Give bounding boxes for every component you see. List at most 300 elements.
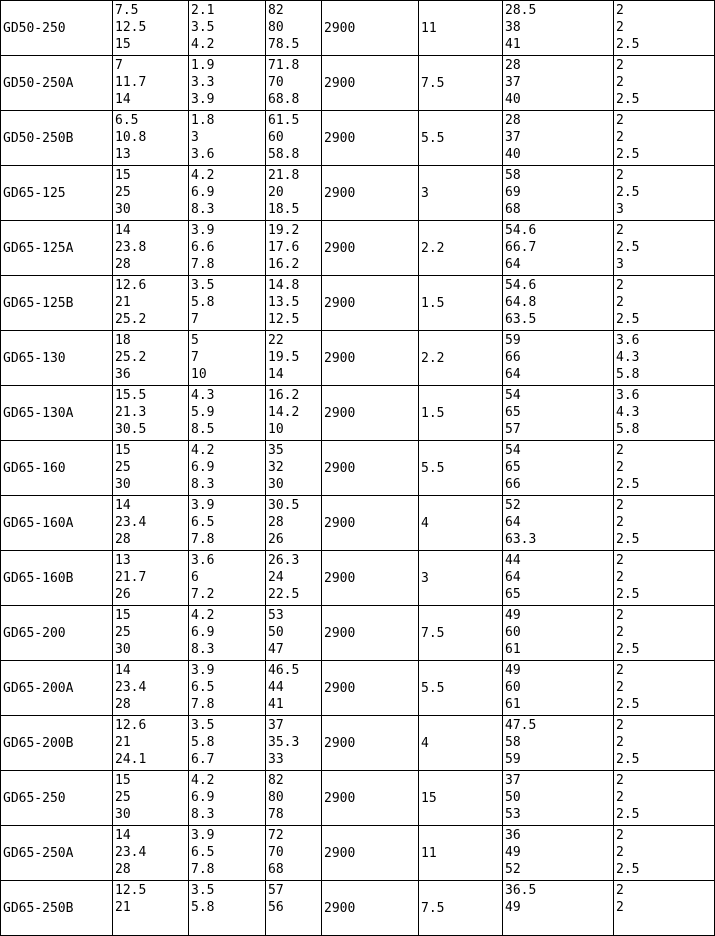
head-value: 12.5 <box>268 312 300 327</box>
flow-value: 28 <box>115 697 131 712</box>
head-value: 46.5 <box>268 663 300 678</box>
flow-alt-value: 6.5 <box>191 515 215 530</box>
head-value: 28 <box>268 515 284 530</box>
table-row <box>1 771 715 826</box>
flow-alt-value: 8.3 <box>191 807 215 822</box>
flow-value: 21.7 <box>115 570 147 585</box>
speed-cell: 2900 <box>322 496 419 551</box>
speed-cell: 2900 <box>322 1 419 56</box>
efficiency-cell <box>503 771 614 826</box>
head-value: 22.5 <box>268 587 300 602</box>
efficiency-value: 44 <box>505 553 521 568</box>
flow-value: 12.6 <box>115 278 147 293</box>
flow-cell <box>113 496 189 551</box>
efficiency-value: 65 <box>505 405 521 420</box>
npsh-value: 4.3 <box>616 350 640 365</box>
flow-alt-value: 4.2 <box>191 37 215 52</box>
flow-value: 21.3 <box>115 405 147 420</box>
head-value: 70 <box>268 75 284 90</box>
npsh-value: 2.5 <box>616 697 640 712</box>
efficiency-value: 60 <box>505 680 521 695</box>
flow-alt-cell <box>189 551 266 606</box>
head-cell <box>266 716 322 771</box>
flow-value: 6.5 <box>115 113 139 128</box>
npsh-value: 2 <box>616 443 624 458</box>
head-value: 70 <box>268 845 284 860</box>
flow-value: 23.4 <box>115 680 147 695</box>
efficiency-cell <box>503 606 614 661</box>
model-cell: GD65-125B <box>1 276 113 331</box>
flow-alt-cell <box>189 166 266 221</box>
efficiency-cell <box>503 166 614 221</box>
efficiency-cell <box>503 331 614 386</box>
flow-alt-value: 6.7 <box>191 752 215 767</box>
flow-value: 21 <box>115 735 131 750</box>
model-cell: GD65-160A <box>1 496 113 551</box>
head-value: 50 <box>268 625 284 640</box>
flow-alt-cell <box>189 276 266 331</box>
flow-alt-value: 6.6 <box>191 240 215 255</box>
efficiency-value: 40 <box>505 92 521 107</box>
head-value: 58.8 <box>268 147 300 162</box>
head-value: 71.8 <box>268 58 300 73</box>
flow-value: 28 <box>115 532 131 547</box>
flow-cell <box>113 551 189 606</box>
npsh-value: 3.6 <box>616 333 640 348</box>
speed-cell: 2900 <box>322 221 419 276</box>
model-cell: GD50-250 <box>1 1 113 56</box>
power-cell: 5.5 <box>419 661 503 716</box>
npsh-value: 2.5 <box>616 37 640 52</box>
efficiency-value: 63.3 <box>505 532 537 547</box>
flow-value: 15 <box>115 773 131 788</box>
npsh-value: 2 <box>616 553 624 568</box>
flow-cell <box>113 881 189 936</box>
npsh-value: 5.8 <box>616 422 640 437</box>
flow-cell <box>113 56 189 111</box>
efficiency-value: 38 <box>505 20 521 35</box>
head-value: 53 <box>268 608 284 623</box>
flow-value: 12.6 <box>115 718 147 733</box>
npsh-value: 2 <box>616 515 624 530</box>
speed-cell: 2900 <box>322 551 419 606</box>
head-value: 72 <box>268 828 284 843</box>
efficiency-cell <box>503 386 614 441</box>
efficiency-value: 58 <box>505 735 521 750</box>
efficiency-value: 47.5 <box>505 718 537 733</box>
npsh-value: 2 <box>616 58 624 73</box>
flow-cell <box>113 771 189 826</box>
efficiency-value: 57 <box>505 422 521 437</box>
efficiency-value: 66 <box>505 477 521 492</box>
head-value: 78 <box>268 807 284 822</box>
flow-alt-cell <box>189 496 266 551</box>
npsh-value: 2 <box>616 295 624 310</box>
flow-alt-value: 7 <box>191 312 199 327</box>
power-cell: 2.2 <box>419 221 503 276</box>
flow-alt-value: 3.9 <box>191 92 215 107</box>
head-value: 13.5 <box>268 295 300 310</box>
head-cell <box>266 771 322 826</box>
table-row <box>1 881 715 936</box>
power-cell: 11 <box>419 1 503 56</box>
npsh-value: 2 <box>616 900 624 915</box>
npsh-cell <box>614 661 715 716</box>
flow-alt-value: 4.2 <box>191 608 215 623</box>
table-row <box>1 826 715 881</box>
flow-value: 23.4 <box>115 845 147 860</box>
head-value: 19.2 <box>268 223 300 238</box>
head-cell <box>266 826 322 881</box>
flow-alt-value: 4.2 <box>191 773 215 788</box>
npsh-cell <box>614 551 715 606</box>
head-value: 30.5 <box>268 498 300 513</box>
efficiency-cell <box>503 661 614 716</box>
table-row <box>1 1 715 56</box>
table-row <box>1 606 715 661</box>
efficiency-cell <box>503 551 614 606</box>
flow-cell <box>113 331 189 386</box>
head-cell <box>266 881 322 936</box>
npsh-value: 2 <box>616 223 624 238</box>
head-value: 30 <box>268 477 284 492</box>
model-cell: GD65-130A <box>1 386 113 441</box>
table-row <box>1 331 715 386</box>
head-cell <box>266 496 322 551</box>
flow-value: 15 <box>115 608 131 623</box>
head-value: 17.6 <box>268 240 300 255</box>
table-row <box>1 661 715 716</box>
power-cell: 11 <box>419 826 503 881</box>
efficiency-value: 65 <box>505 587 521 602</box>
pump-spec-table-body <box>1 1 715 936</box>
head-cell <box>266 56 322 111</box>
flow-cell <box>113 221 189 276</box>
npsh-value: 2.5 <box>616 147 640 162</box>
npsh-cell <box>614 331 715 386</box>
table-row <box>1 111 715 166</box>
npsh-value: 2 <box>616 498 624 513</box>
efficiency-value: 65 <box>505 460 521 475</box>
flow-value: 25 <box>115 185 131 200</box>
head-value: 26 <box>268 532 284 547</box>
flow-alt-value: 5 <box>191 333 199 348</box>
flow-cell <box>113 166 189 221</box>
model-cell: GD65-200 <box>1 606 113 661</box>
npsh-value: 2.5 <box>616 312 640 327</box>
flow-alt-value: 8.3 <box>191 642 215 657</box>
efficiency-cell <box>503 1 614 56</box>
power-cell: 5.5 <box>419 111 503 166</box>
npsh-value: 2.5 <box>616 240 640 255</box>
flow-alt-value: 3 <box>191 130 199 145</box>
head-value: 21.8 <box>268 168 300 183</box>
efficiency-value: 64.8 <box>505 295 537 310</box>
npsh-value: 2 <box>616 3 624 18</box>
efficiency-value: 54 <box>505 443 521 458</box>
flow-alt-cell <box>189 56 266 111</box>
npsh-value: 2 <box>616 460 624 475</box>
npsh-cell <box>614 826 715 881</box>
flow-alt-cell <box>189 771 266 826</box>
npsh-value: 2 <box>616 75 624 90</box>
flow-value: 30 <box>115 807 131 822</box>
npsh-value: 2.5 <box>616 92 640 107</box>
efficiency-value: 49 <box>505 900 521 915</box>
flow-cell <box>113 661 189 716</box>
flow-alt-value: 6.9 <box>191 460 215 475</box>
efficiency-value: 66 <box>505 350 521 365</box>
head-cell <box>266 111 322 166</box>
flow-value: 30 <box>115 477 131 492</box>
flow-value: 25.2 <box>115 350 147 365</box>
flow-alt-value: 2.1 <box>191 3 215 18</box>
flow-value: 14 <box>115 828 131 843</box>
efficiency-value: 49 <box>505 845 521 860</box>
efficiency-value: 66.7 <box>505 240 537 255</box>
flow-value: 36 <box>115 367 131 382</box>
efficiency-value: 50 <box>505 790 521 805</box>
flow-alt-value: 6.5 <box>191 680 215 695</box>
flow-alt-value: 3.5 <box>191 883 215 898</box>
table-row <box>1 166 715 221</box>
flow-value: 10.8 <box>115 130 147 145</box>
npsh-cell <box>614 496 715 551</box>
model-cell: GD65-160 <box>1 441 113 496</box>
model-cell: GD50-250B <box>1 111 113 166</box>
npsh-value: 2 <box>616 828 624 843</box>
power-cell: 7.5 <box>419 606 503 661</box>
flow-alt-value: 6.5 <box>191 845 215 860</box>
npsh-value: 2.5 <box>616 807 640 822</box>
flow-value: 15 <box>115 37 131 52</box>
npsh-value: 2.5 <box>616 185 640 200</box>
npsh-cell <box>614 111 715 166</box>
table-row <box>1 496 715 551</box>
flow-alt-value: 3.9 <box>191 498 215 513</box>
head-value: 82 <box>268 3 284 18</box>
flow-value: 15 <box>115 443 131 458</box>
efficiency-value: 54 <box>505 388 521 403</box>
head-value: 33 <box>268 752 284 767</box>
head-value: 68 <box>268 862 284 877</box>
npsh-value: 2 <box>616 168 624 183</box>
flow-value: 26 <box>115 587 131 602</box>
npsh-value: 2.5 <box>616 862 640 877</box>
flow-alt-value: 5.8 <box>191 900 215 915</box>
efficiency-cell <box>503 716 614 771</box>
power-cell: 5.5 <box>419 441 503 496</box>
flow-value: 24.1 <box>115 752 147 767</box>
speed-cell: 2900 <box>322 166 419 221</box>
head-cell <box>266 166 322 221</box>
flow-alt-cell <box>189 386 266 441</box>
head-value: 14.2 <box>268 405 300 420</box>
speed-cell: 2900 <box>322 331 419 386</box>
flow-alt-value: 7.8 <box>191 532 215 547</box>
efficiency-value: 64 <box>505 515 521 530</box>
efficiency-value: 49 <box>505 608 521 623</box>
efficiency-value: 64 <box>505 257 521 272</box>
model-cell: GD65-250 <box>1 771 113 826</box>
table-row <box>1 56 715 111</box>
flow-alt-value: 6 <box>191 570 199 585</box>
head-value: 14.8 <box>268 278 300 293</box>
npsh-cell <box>614 771 715 826</box>
speed-cell: 2900 <box>322 276 419 331</box>
speed-cell: 2900 <box>322 111 419 166</box>
npsh-value: 2 <box>616 735 624 750</box>
flow-alt-value: 1.9 <box>191 58 215 73</box>
head-value: 41 <box>268 697 284 712</box>
npsh-cell <box>614 606 715 661</box>
efficiency-value: 36.5 <box>505 883 537 898</box>
flow-alt-value: 7.8 <box>191 862 215 877</box>
npsh-value: 2 <box>616 718 624 733</box>
flow-cell <box>113 386 189 441</box>
table-row <box>1 276 715 331</box>
flow-value: 14 <box>115 498 131 513</box>
head-value: 10 <box>268 422 284 437</box>
npsh-value: 2 <box>616 883 624 898</box>
flow-value: 25 <box>115 790 131 805</box>
flow-cell <box>113 716 189 771</box>
head-value: 19.5 <box>268 350 300 365</box>
flow-value: 25 <box>115 460 131 475</box>
model-cell: GD65-130 <box>1 331 113 386</box>
npsh-value: 2 <box>616 608 624 623</box>
npsh-value: 2.5 <box>616 752 640 767</box>
flow-alt-value: 4.3 <box>191 388 215 403</box>
head-value: 37 <box>268 718 284 733</box>
npsh-cell <box>614 56 715 111</box>
flow-alt-cell <box>189 441 266 496</box>
head-value: 61.5 <box>268 113 300 128</box>
efficiency-value: 37 <box>505 75 521 90</box>
power-cell: 1.5 <box>419 276 503 331</box>
head-cell <box>266 386 322 441</box>
npsh-value: 2.5 <box>616 642 640 657</box>
flow-value: 28 <box>115 862 131 877</box>
head-value: 56 <box>268 900 284 915</box>
npsh-value: 2 <box>616 625 624 640</box>
model-cell: GD65-160B <box>1 551 113 606</box>
npsh-cell <box>614 881 715 936</box>
speed-cell: 2900 <box>322 881 419 936</box>
flow-value: 13 <box>115 553 131 568</box>
power-cell: 4 <box>419 716 503 771</box>
flow-alt-value: 3.9 <box>191 223 215 238</box>
model-cell: GD65-250A <box>1 826 113 881</box>
flow-alt-value: 3.9 <box>191 828 215 843</box>
efficiency-cell <box>503 276 614 331</box>
flow-value: 18 <box>115 333 131 348</box>
power-cell: 3 <box>419 166 503 221</box>
flow-value: 13 <box>115 147 131 162</box>
npsh-cell <box>614 276 715 331</box>
flow-value: 15 <box>115 168 131 183</box>
head-value: 78.5 <box>268 37 300 52</box>
head-value: 20 <box>268 185 284 200</box>
flow-value: 28 <box>115 257 131 272</box>
npsh-value: 2.5 <box>616 532 640 547</box>
speed-cell: 2900 <box>322 56 419 111</box>
npsh-cell <box>614 441 715 496</box>
npsh-value: 2 <box>616 130 624 145</box>
efficiency-cell <box>503 221 614 276</box>
flow-cell <box>113 276 189 331</box>
model-cell: GD65-250B <box>1 881 113 936</box>
efficiency-value: 28.5 <box>505 3 537 18</box>
flow-cell <box>113 441 189 496</box>
head-value: 32 <box>268 460 284 475</box>
head-value: 35 <box>268 443 284 458</box>
efficiency-value: 61 <box>505 642 521 657</box>
flow-alt-value: 1.8 <box>191 113 215 128</box>
npsh-cell <box>614 166 715 221</box>
head-value: 22 <box>268 333 284 348</box>
flow-value: 21 <box>115 295 131 310</box>
efficiency-value: 63.5 <box>505 312 537 327</box>
efficiency-value: 59 <box>505 752 521 767</box>
flow-alt-value: 6.9 <box>191 185 215 200</box>
flow-alt-value: 4.2 <box>191 168 215 183</box>
npsh-value: 3 <box>616 257 624 272</box>
head-cell <box>266 221 322 276</box>
flow-alt-cell <box>189 1 266 56</box>
efficiency-cell <box>503 441 614 496</box>
flow-value: 23.4 <box>115 515 147 530</box>
head-value: 60 <box>268 130 284 145</box>
flow-alt-cell <box>189 826 266 881</box>
npsh-cell <box>614 716 715 771</box>
flow-value: 11.7 <box>115 75 147 90</box>
head-cell <box>266 331 322 386</box>
flow-value: 25.2 <box>115 312 147 327</box>
flow-value: 30.5 <box>115 422 147 437</box>
head-value: 18.5 <box>268 202 300 217</box>
npsh-value: 2 <box>616 20 624 35</box>
npsh-value: 2 <box>616 113 624 128</box>
flow-alt-cell <box>189 606 266 661</box>
npsh-value: 2.5 <box>616 587 640 602</box>
power-cell: 4 <box>419 496 503 551</box>
model-cell: GD50-250A <box>1 56 113 111</box>
head-value: 80 <box>268 790 284 805</box>
efficiency-value: 37 <box>505 130 521 145</box>
flow-alt-value: 6.9 <box>191 625 215 640</box>
power-cell: 7.5 <box>419 56 503 111</box>
speed-cell: 2900 <box>322 826 419 881</box>
flow-value: 7 <box>115 58 123 73</box>
table-row <box>1 441 715 496</box>
head-cell <box>266 276 322 331</box>
model-cell: GD65-125 <box>1 166 113 221</box>
power-cell: 3 <box>419 551 503 606</box>
power-cell: 7.5 <box>419 881 503 936</box>
flow-cell <box>113 606 189 661</box>
head-cell <box>266 661 322 716</box>
flow-value: 14 <box>115 223 131 238</box>
head-cell <box>266 606 322 661</box>
head-value: 26.3 <box>268 553 300 568</box>
flow-alt-value: 7 <box>191 350 199 365</box>
npsh-cell <box>614 386 715 441</box>
efficiency-value: 36 <box>505 828 521 843</box>
npsh-value: 2 <box>616 278 624 293</box>
head-value: 35.3 <box>268 735 300 750</box>
flow-value: 14 <box>115 663 131 678</box>
